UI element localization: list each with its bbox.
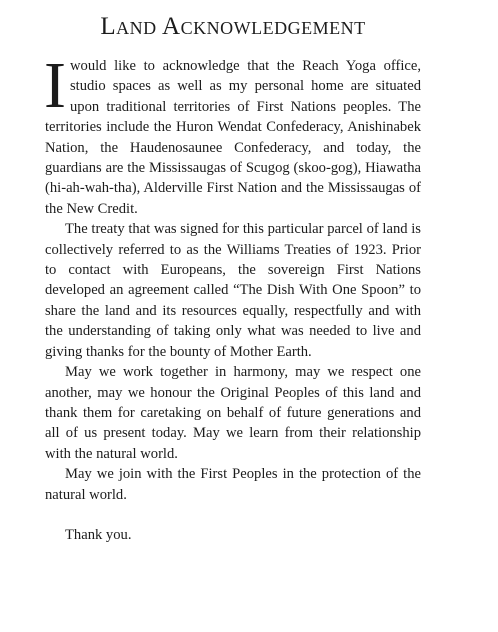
paragraph-4: May we join with the First Peoples in the protection of the natural world. [45, 466, 421, 503]
paragraph-2: The treaty that was signed for this particular parcel of land is collectively referred to as the Williams Treaties of 1923. Prior to contact with Europeans, the sovereign First Nations developed an agreement called “The Dish With One Spoon” to share the land and its resources equally, respectfully and with the understanding of taking only what was needed to live and giving thanks for the bounty of Mother Earth. [45, 221, 421, 360]
paragraph-3: May we work together in harmony, may we respect one another, may we honour the Original Peoples of this land and thank them for caretaking on behalf of future generations and all of us present today. May we learn from their relationship with the natural world. [45, 364, 421, 462]
paragraph-1-text: would like to acknowledge that the Reach Yoga office, studio spaces as well as my personal home are situated upon traditional territories of First Nations peoples. The territories include the Huron Wendat Confederacy, Anishinabek Nation, the Haudenosaunee Confederacy, and today, the guardians are the Mississaugas of Scugog (skoo-gog), Hiawatha (hi-ah-wah-tha), Alderville First Nation and the Mississaugas of the New Credit. [45, 58, 421, 217]
paragraph-1 [44, 49, 421, 219]
page-title: Land Acknowledgement [100, 13, 366, 40]
document-page [45, 12, 421, 545]
drop-cap: I [44, 49, 66, 122]
closing-text: Thank you. [65, 526, 132, 543]
